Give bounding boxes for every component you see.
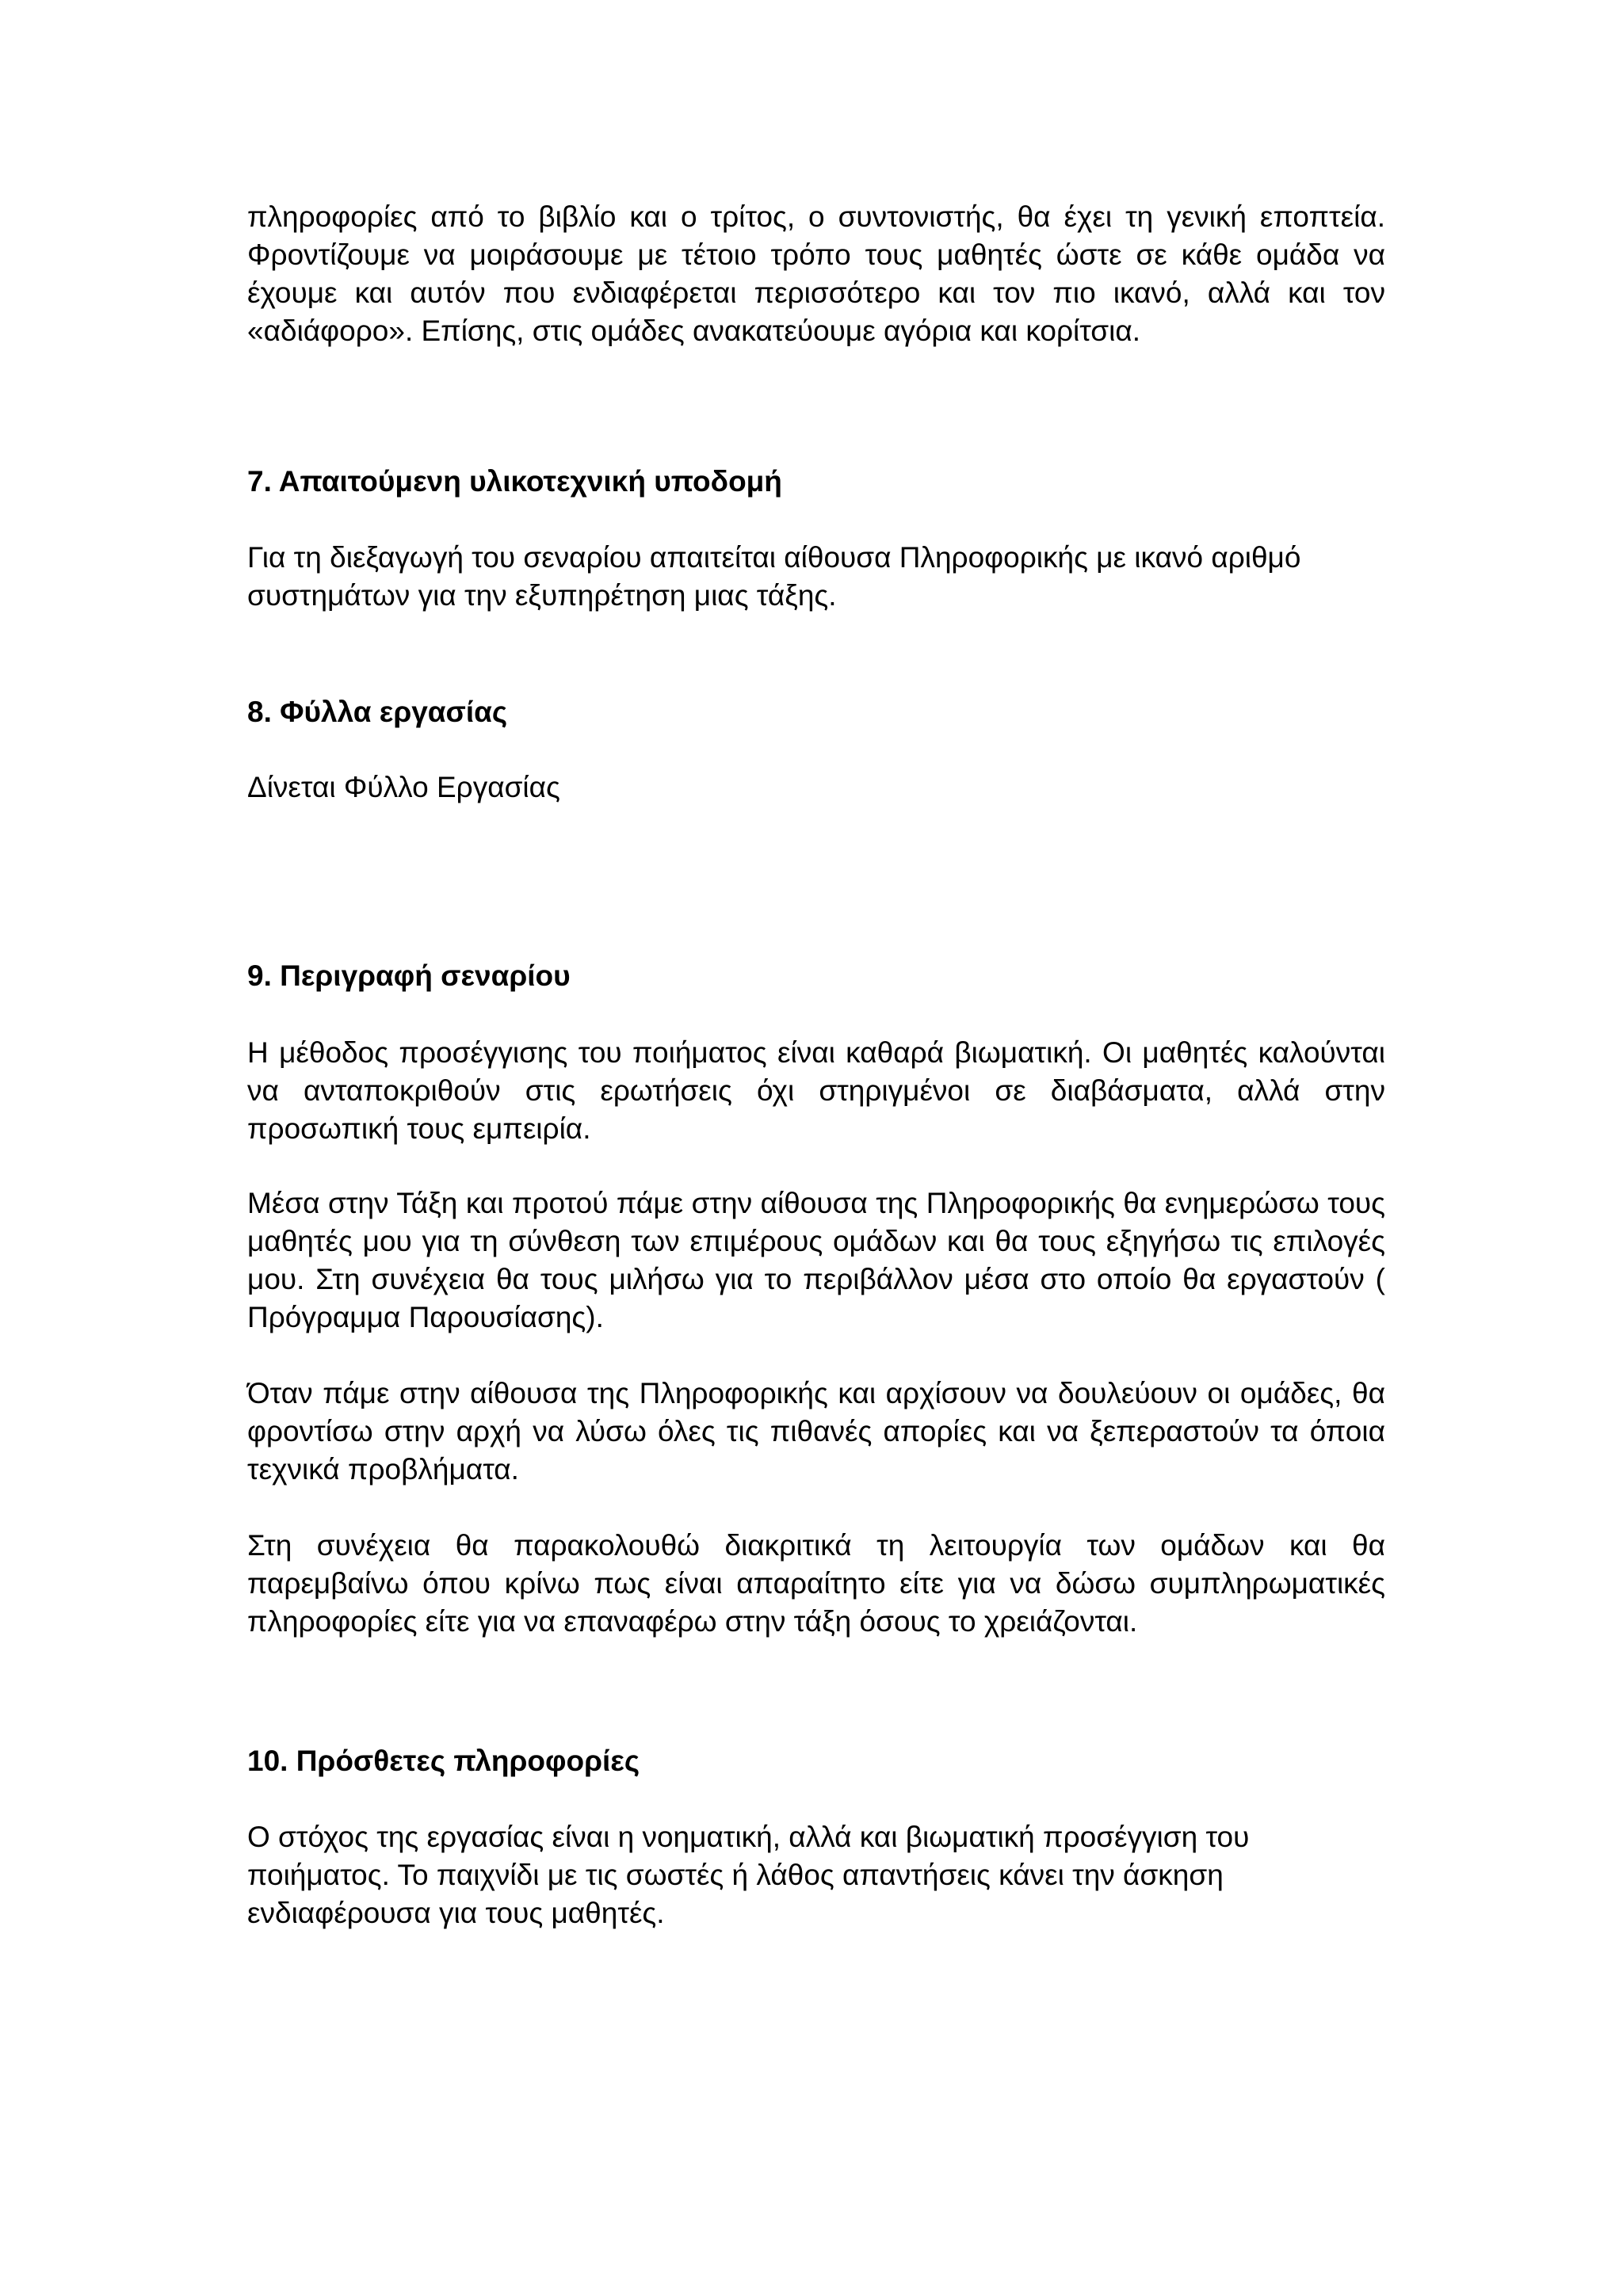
section-paragraph-additional-info: Ο στόχος της εργασίας είναι η νοηματική, αλλά και βιωματική προσέγγιση του ποιήματος. Το παιχνίδι με τις σωστές ή λάθος απαντήσεις κάνει την άσκηση ενδιαφέρουσα για τους μαθητές. (247, 1821, 1250, 1929)
section-paragraph-scenario-1: Η μέθοδος προσέγγισης του ποιήματος είναι καθαρά βιωματική. Οι μαθητές καλούνται να ανταποκριθούν στις ερωτήσεις όχι στηριγμένοι σε διαβάσματα, αλλά στην προσωπική τους εμπειρία. (247, 1036, 1385, 1145)
section-paragraph-scenario-4: Στη συνέχεια θα παρακολουθώ διακριτικά τη λειτουργία των ομάδων και θα παρεμβαίνω όπου κρίνω πως είναι απαραίτητο είτε για να δώσω συμπληρωματικές πληροφορίες είτε για να επαναφέρω στην τάξη όσους το χρειάζονται. (247, 1529, 1385, 1638)
section-paragraph-worksheets: Δίνεται Φύλλο Εργασίας (247, 771, 560, 803)
section-heading-worksheets: 8. Φύλλα εργασίας (247, 696, 508, 728)
section-paragraph-materials: Για τη διεξαγωγή του σεναρίου απαιτείται αίθουσα Πληροφορικής με ικανό αριθμό συστημάτων για την εξυπηρέτηση μιας τάξης. (247, 541, 1301, 612)
intro-paragraph: πληροφορίες από το βιβλίο και ο τρίτος, ο συντονιστής, θα έχει τη γενική εποπτεία. Φροντίζουμε να μοιράσουμε με τέτοιο τρόπο τους μαθητές ώστε σε κάθε ομάδα να έχουμε και αυτόν που ενδιαφέρεται περισσότερο και τον πιο ικανό, αλλά και τον «αδιάφορο». Επίσης, στις ομάδες ανακατεύουμε αγόρια και κορίτσια. (247, 200, 1385, 347)
section-heading-scenario: 9. Περιγραφή σεναρίου (247, 959, 571, 992)
section-paragraph-scenario-2: Μέσα στην Τάξη και προτού πάμε στην αίθουσα της Πληροφορικής θα ενημερώσω τους μαθητές μου για τη σύνθεση των επιμέρους ομάδων και θα τους εξηγήσω τις επιλογές μου. Στη συνέχεια θα τους μιλήσω για το περιβάλλον μέσα στο οποίο θα εργαστούν ( Πρόγραμμα Παρουσίασης). (247, 1187, 1385, 1333)
section-heading-materials: 7. Απαιτούμενη υλικοτεχνική υποδομή (247, 465, 782, 498)
section-heading-additional-info: 10. Πρόσθετες πληροφορίες (247, 1745, 640, 1777)
section-paragraph-scenario-3: Όταν πάμε στην αίθουσα της Πληροφορικής και αρχίσουν να δουλεύουν οι ομάδες, θα φροντίσω στην αρχή να λύσω όλες τις πιθανές απορίες και να ξεπεραστούν τα όποια τεχνικά προβλήματα. (247, 1377, 1385, 1486)
